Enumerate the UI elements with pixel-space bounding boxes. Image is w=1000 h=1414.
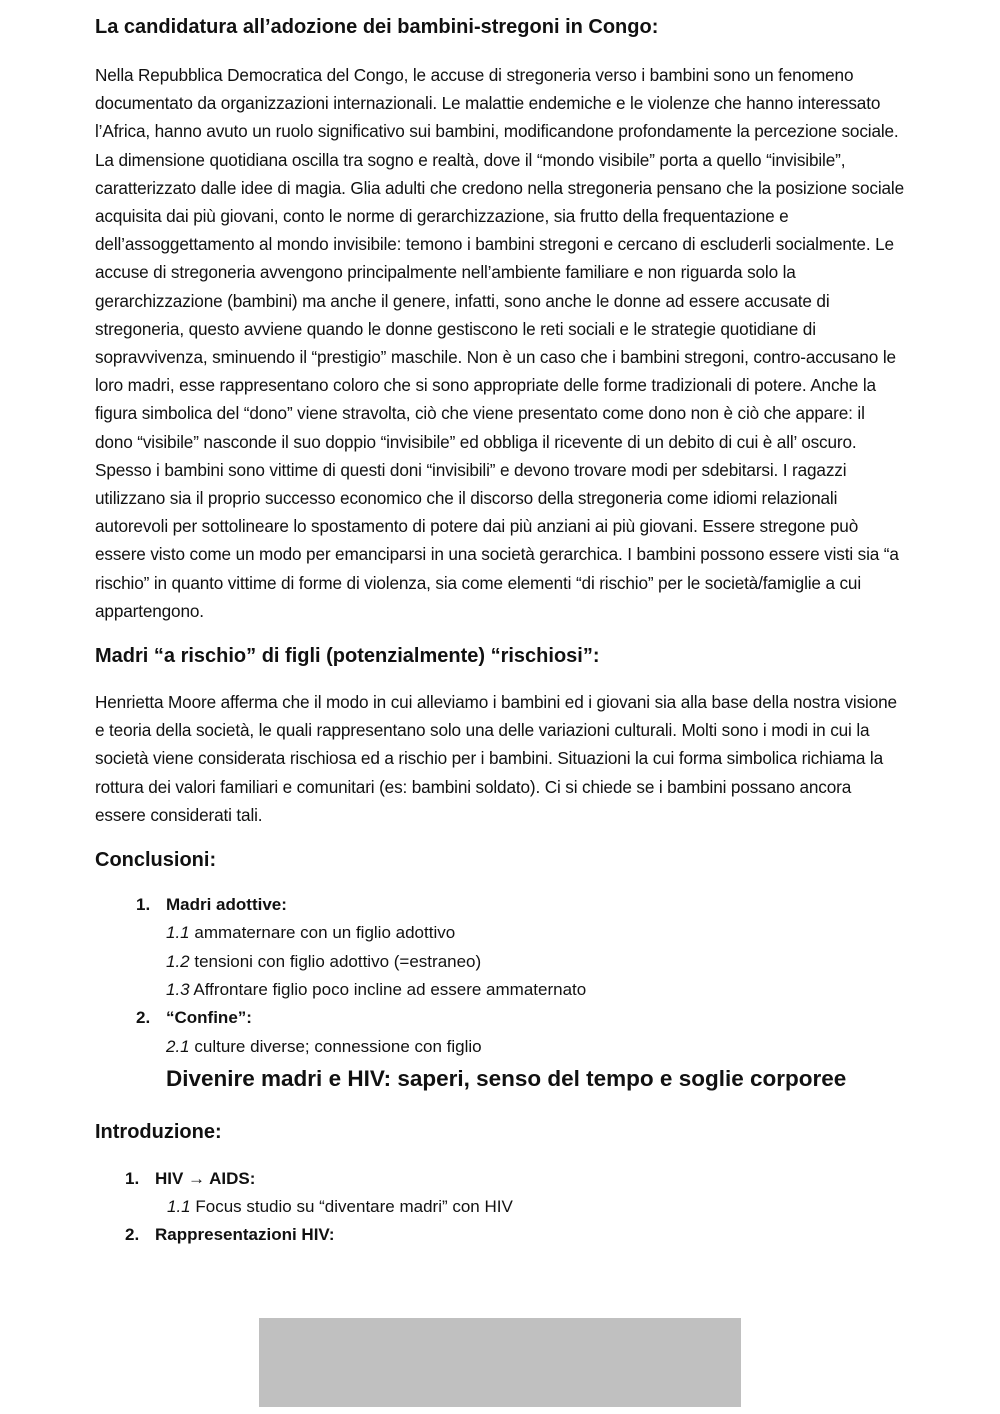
subitem-number: 2.1: [166, 1036, 190, 1056]
subitem-text: Focus studio su “diventare madri” con HIV: [190, 1197, 513, 1217]
paragraph-madri-a-rischio: Henrietta Moore afferma che il modo in cui alleviamo i bambini ed i giovani sia alla base della nostra visione e teoria della società, le quali rappresentano solo una delle variazioni culturali. Molti sono i modi in cui la società viene considerata rischiosa ed a rischio per i bambini. Situazioni la cui forma simbolica richiama la rottura dei valori familiari e comunitari (es: bambini soldato). Ci si chiede se i bambini possano ancora essere considerati tali.: [95, 692, 897, 825]
list-item: [125, 1165, 905, 1193]
section-heading-conclusioni: Conclusioni:: [95, 849, 217, 872]
list-subitem: [125, 1193, 905, 1221]
list-number: 2.: [136, 1008, 151, 1028]
document-page: [95, 14, 905, 1250]
subitem-text: Affrontare figlio poco incline ad essere ammaternato: [189, 979, 587, 999]
subitem-text: tensioni con figlio adottivo (=estraneo): [189, 951, 482, 971]
subitem-number: 1.2: [166, 951, 190, 971]
list-item-title: Madri adottive:: [166, 895, 287, 915]
subitem-number: 1.3: [166, 979, 190, 999]
conclusioni-list: [95, 891, 905, 1061]
subitem-text: ammaternare con un figlio adottivo: [189, 923, 456, 943]
list-item-title: Rappresentazioni HIV:: [155, 1225, 335, 1245]
list-number: 1.: [136, 895, 151, 915]
subitem-number: 1.1: [167, 1197, 191, 1217]
list-item: [125, 1221, 905, 1249]
list-item: [136, 891, 905, 919]
chapter-title: Divenire madri e HIV: saperi, senso del tempo e soglie corporee: [166, 1065, 847, 1091]
section-heading-madri-a-rischio: Madri “a rischio” di figli (potenzialmente) “rischiosi”:: [95, 645, 600, 668]
list-subitem: [136, 948, 905, 976]
list-item-title: “Confine”:: [166, 1008, 252, 1028]
section-heading-adozione: La candidatura all’adozione dei bambini-stregoni in Congo:: [95, 16, 659, 38]
list-subitem: [136, 919, 905, 947]
subitem-text: culture diverse; connessione con figlio: [189, 1036, 482, 1056]
list-number: 2.: [125, 1225, 140, 1245]
list-subitem: [136, 1033, 905, 1061]
subitem-number: 1.1: [166, 923, 190, 943]
section-heading-introduzione: Introduzione:: [95, 1120, 222, 1143]
list-subitem: [136, 976, 905, 1004]
list-number: 1.: [125, 1168, 140, 1188]
list-item: [136, 1004, 905, 1032]
introduzione-list: [95, 1165, 905, 1250]
list-item-title: HIV → AIDS:: [155, 1168, 256, 1188]
image-placeholder: [259, 1318, 741, 1407]
paragraph-adozione: Nella Repubblica Democratica del Congo, le accuse di stregoneria verso i bambini sono un fenomeno documentato da organizzazioni internazionali. Le malattie endemiche e le violenze che hanno interessato l’Africa, hanno avuto un ruolo significativo sui bambini, modificandone profondamente la percezione sociale. La dimensione quotidiana oscilla tra sogno e realtà, dove il “mondo visibile” porta a quello “invisibile”, caratterizzato dalle idee di magia. Glia adulti che credono nella stregoneria pensano che la posizione sociale acquisita dai più giovani, conto le norme di gerarchizzazione, sia frutto della frequentazione e dell’assoggettamento al mondo invisibile: temono i bambini stregoni e cercano di escluderli socialmente. Le accuse di stregoneria avvengono principalmente nell’ambiente familiare e non riguarda solo la gerarchizzazione (bambini) ma anche il genere, infatti, sono anche le donne ad essere accusate di stregoneria, questo avviene quando le donne gestiscono le reti sociali e le strategie quotidiane di sopravvivenza, sminuendo il “prestigio” maschile. Non è un caso che i bambini stregoni, contro-accusano le loro madri, esse rappresentano coloro che si sono appropriate delle forme tradizionali di potere. Anche la figura simbolica del “dono” viene stravolta, ciò che viene presentato come dono non è ciò che appare: il dono “visibile” nasconde il suo doppio “invisibile” ed obbliga il ricevente di un debito di cui è all’ oscuro. Spesso i bambini sono vittime di questi doni “invisibili” e devono trovare modi per sdebitarsi. I ragazzi utilizzano sia il proprio successo economico che il discorso della stregoneria come idiomi relazionali autorevoli per sottolineare lo spostamento di potere dai più anziani ai più giovani. Essere stregone può essere visto come un modo per emanciparsi in una società gerarchica. I bambini possono essere visti sia “a rischio” in quanto vittime di forme di violenza, sia come elementi “di rischio” per le società/famiglie a cui appartengono.: [95, 65, 905, 621]
